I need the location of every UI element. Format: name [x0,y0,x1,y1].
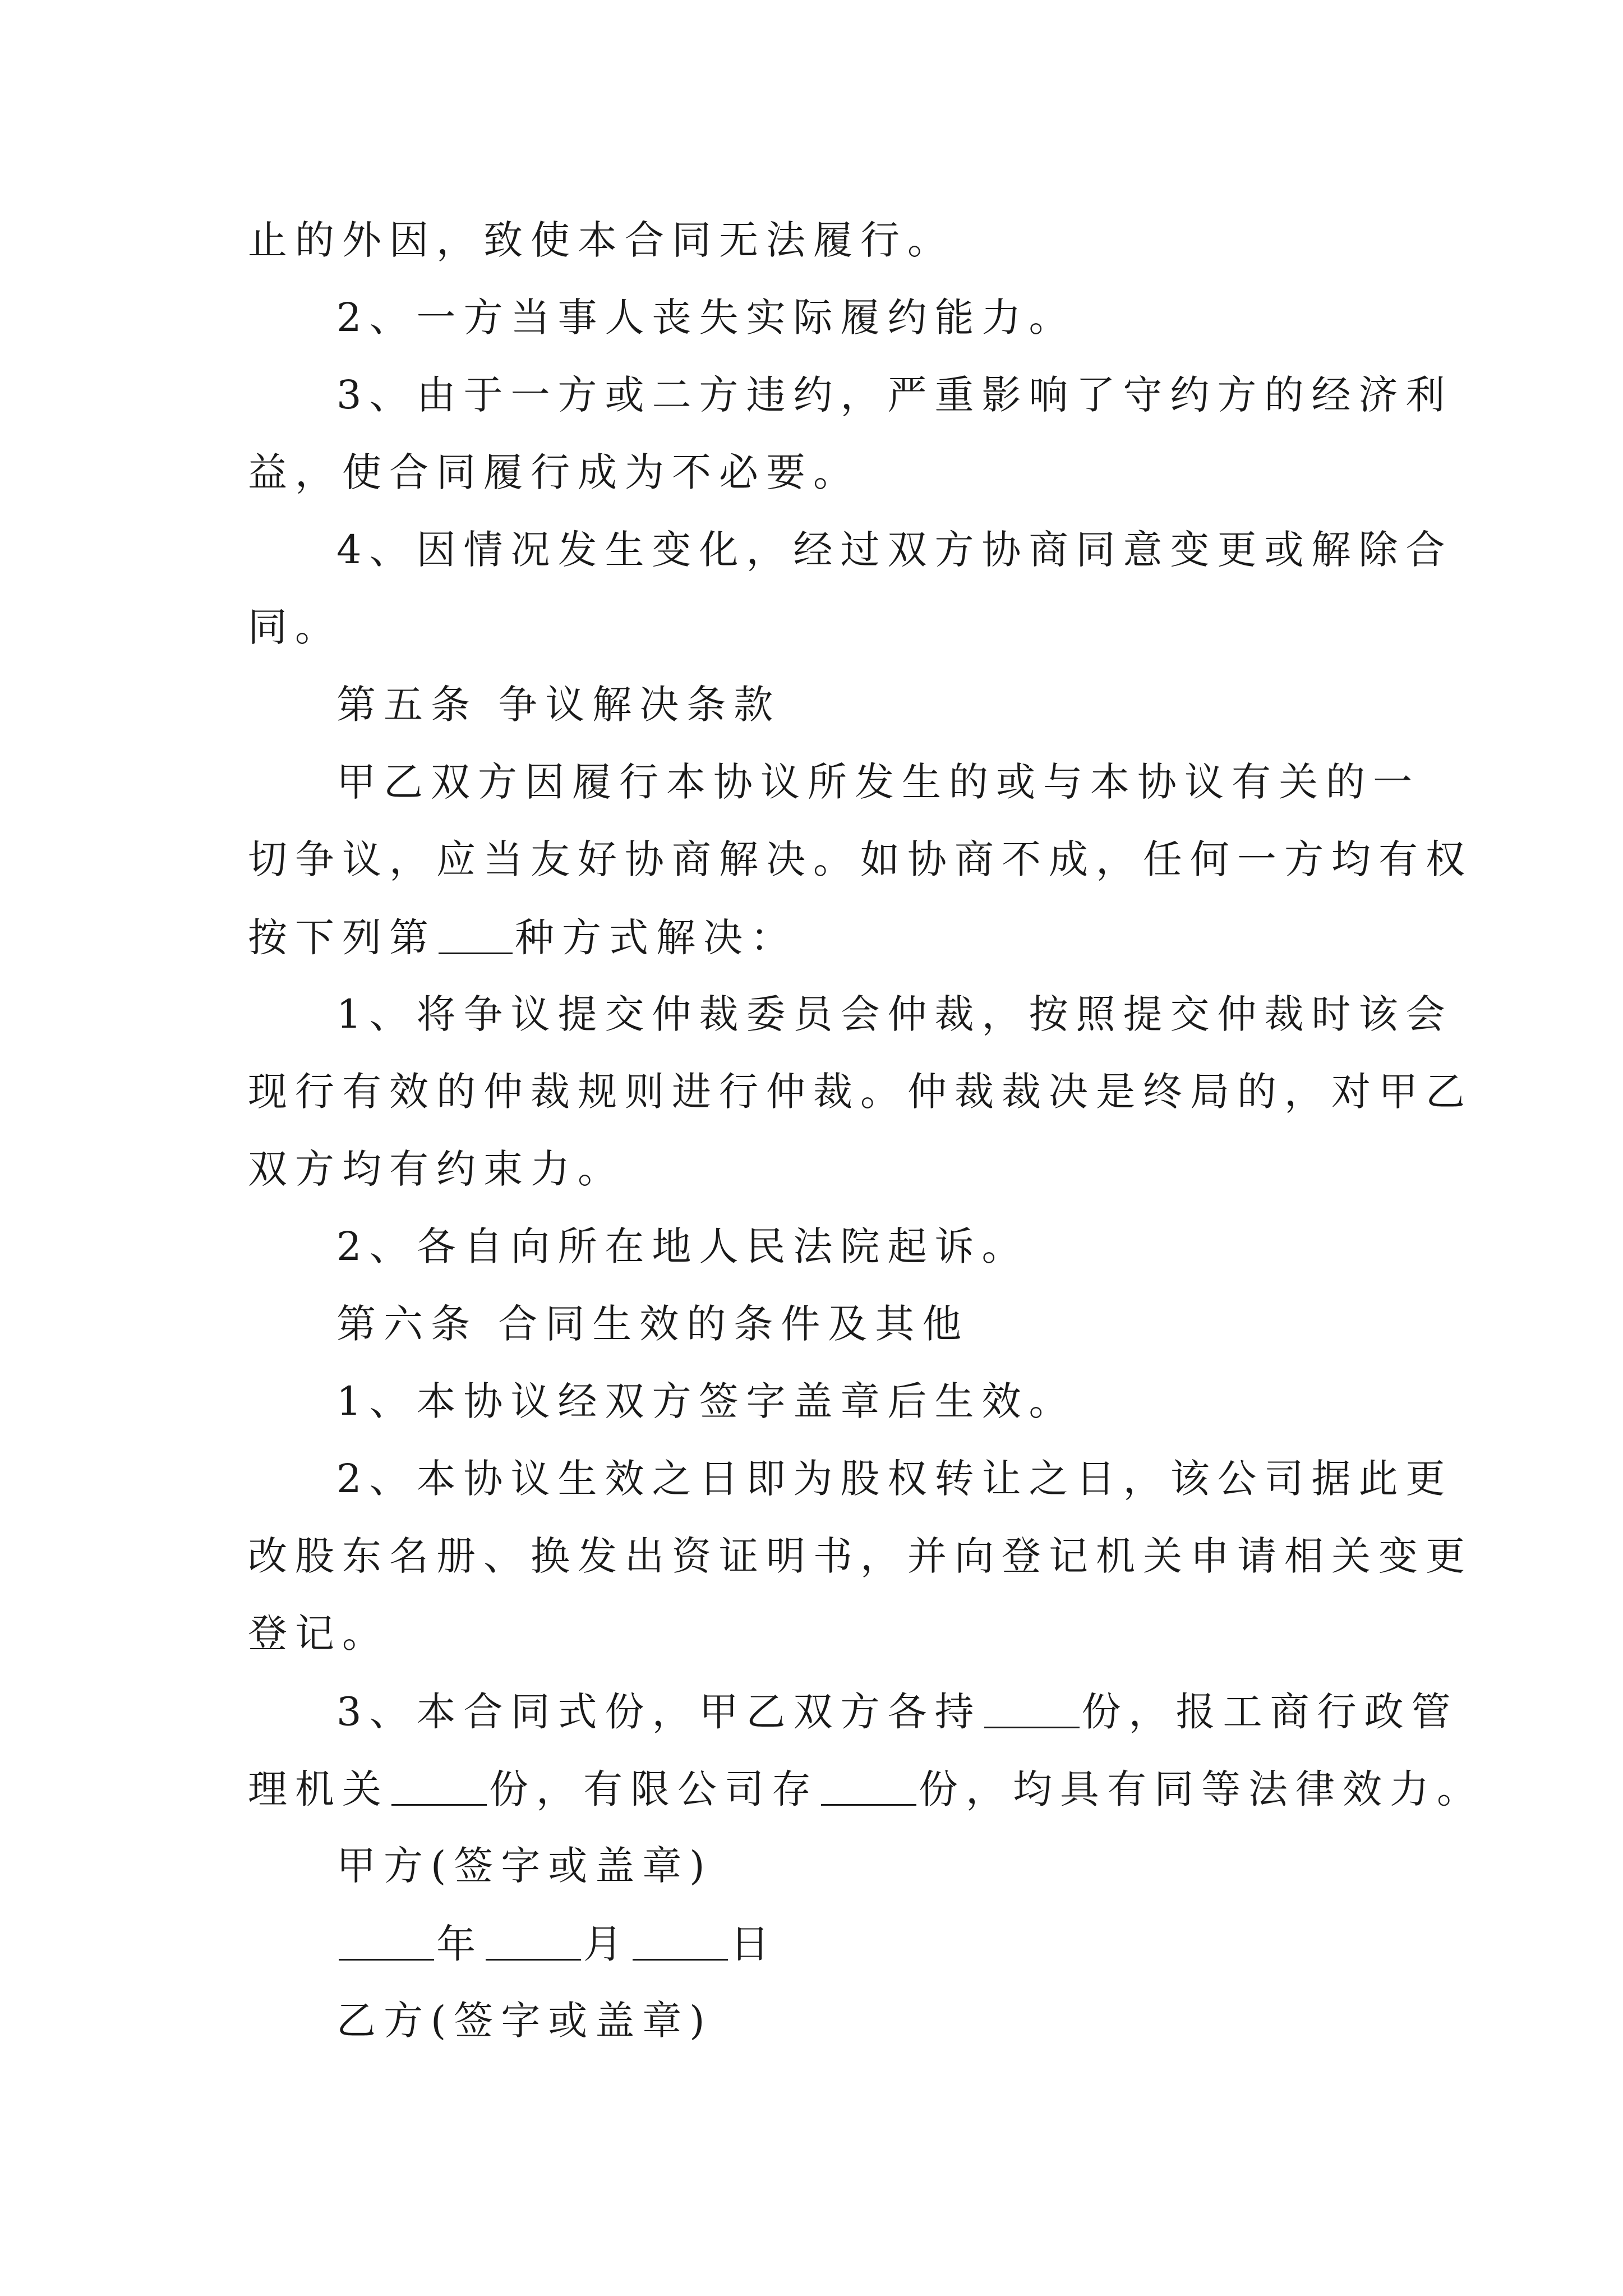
text-line-18: 改股东名册、换发出资证明书，并向登记机关申请相关变更 [248,1533,1473,1579]
copies2-blank-2 [821,1769,916,1806]
dispute-method-after: 种方式解决： [515,914,797,961]
date-blank-month [486,1924,581,1961]
copies2-part-1: 理机关 [248,1766,389,1812]
text-line-3: 3、由于一方或二方违约，严重影响了守约方的经济利 [336,372,1453,418]
copies2-part-3: 份，均具有同等法律效力。 [919,1766,1484,1812]
date-blank-year [339,1924,434,1961]
party-b-signature: 乙方(签字或盖章) [336,1998,713,2044]
copies2-blank-1 [391,1769,487,1806]
date-blank-day [633,1924,728,1961]
text-line-2: 2、一方当事人丧失实际履约能力。 [336,295,1076,341]
text-line-12: 现行有效的仲裁规则进行仲裁。仲裁裁决是终局的，对甲乙 [248,1069,1473,1115]
text-line-1: 止的外因，致使本合同无法履行。 [248,217,955,263]
dispute-method-blank [439,917,513,954]
copies-part-1: 3、本合同式份，甲乙双方各持 [336,1688,982,1735]
text-line-8: 甲乙双方因履行本协议所发生的或与本协议有关的一 [336,759,1420,805]
text-line-6: 同。 [248,604,342,650]
text-line-17: 2、本协议生效之日即为股权转让之日，该公司据此更 [336,1456,1453,1502]
text-line-5: 4、因情况发生变化，经过双方协商同意变更或解除合 [336,527,1453,573]
text-line-14: 2、各自向所在地人民法院起诉。 [336,1223,1029,1269]
dispute-method-before: 按下列第 [248,914,436,961]
date-line [336,1921,777,1967]
text-line-16: 1、本协议经双方签字盖章后生效。 [336,1378,1076,1424]
party-a-signature: 甲方(签字或盖章) [336,1843,713,1889]
copies-part-2: 份，报工商行政管 [1081,1688,1459,1735]
section-heading-5: 第五条 争议解决条款 [336,682,781,728]
date-year: 年 [436,1921,483,1967]
section-heading-6: 第六条 合同生效的条件及其他 [336,1301,970,1347]
copies-blank-1 [984,1691,1080,1728]
text-line-13: 双方均有约束力。 [248,1146,625,1192]
date-day: 日 [730,1921,777,1967]
text-line-9: 切争议，应当友好协商解决。如协商不成，任何一方均有权 [248,836,1473,882]
date-month: 月 [583,1921,630,1967]
text-line-19: 登记。 [248,1611,389,1657]
copies-line-2 [248,1766,1484,1812]
text-line-11: 1、将争议提交仲裁委员会仲裁，按照提交仲裁时该会 [336,991,1453,1037]
copies2-part-2: 份，有限公司存 [489,1766,819,1812]
text-line-4: 益，使合同履行成为不必要。 [248,449,860,495]
dispute-method-line [248,914,797,961]
copies-line [336,1688,1459,1735]
